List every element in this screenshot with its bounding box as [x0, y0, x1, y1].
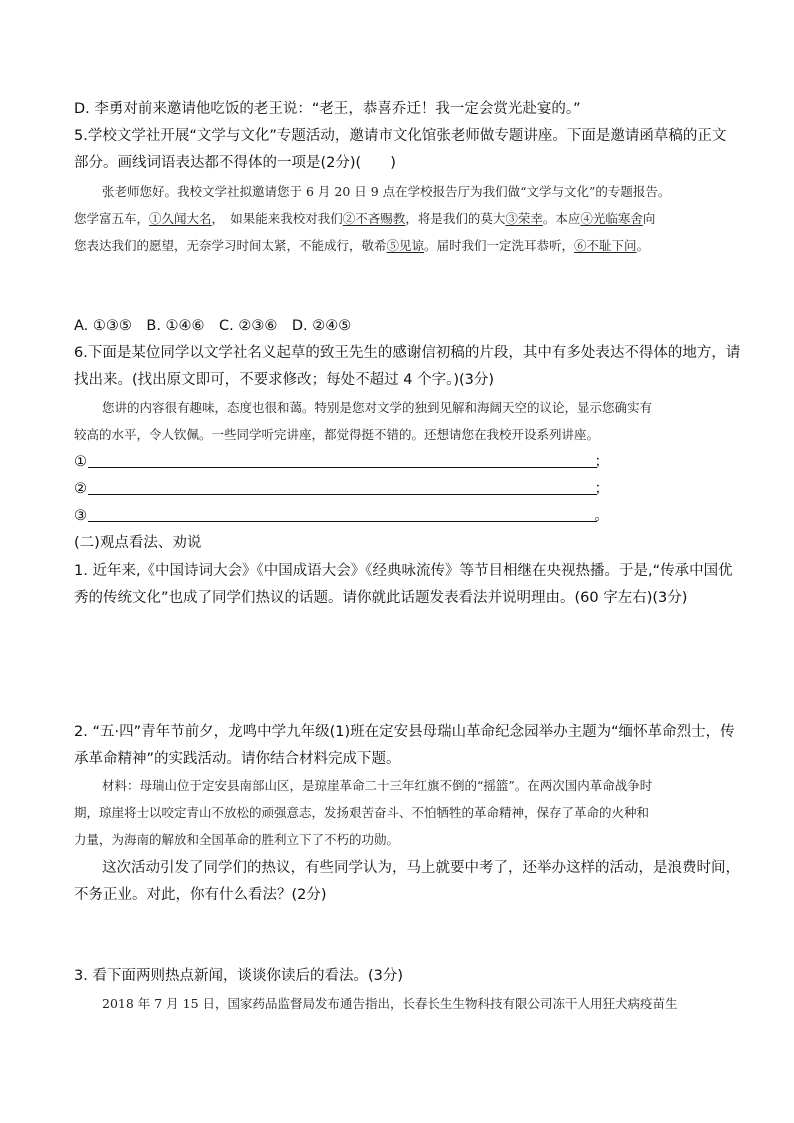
q5-letter-text: 。届时我们一定洗耳恭听，: [424, 238, 575, 253]
q5-stem-line1: 5.学校文学社开展“文学与文化”专题活动，邀请市文化馆张老师做专题讲座。下面是邀请函草稿的正文: [74, 128, 727, 144]
q5-letter-text: 您表达我们的愿望，无奈学习时间太紧，不能成行，敬希: [74, 238, 387, 253]
q6-letter-line2: 较高的水平，令人钦佩。一些同学听完讲座，都觉得挺不错的。还想请您在我校开设系列讲座。: [74, 427, 600, 442]
q6-stem-line2: 找出来。(找出原文即可，不要求修改；每处不超过 4 个字。)(3分): [74, 372, 495, 388]
s2-q2-text-line2: 不务正业。对此，你有什么看法？(2分): [74, 887, 327, 903]
q5-underlined-phrase-5: ⑤见谅: [386, 238, 425, 253]
s2-material-line2: 期，琼崖将士以咬定青山不放松的顽强意志，发扬艰苦奋斗、不怕牺牲的革命精神，保存了革命的火种和: [74, 805, 650, 820]
q4-option-d: D. 李勇对前来邀请他吃饭的老王说：“老王，恭喜乔迁！我一定会赏光赴宴的。”: [74, 101, 581, 117]
s2-news-line1: 2018 年 7 月 15 日，国家药品监督局发布通告指出，长春长生生物科技有限公司冻干人用狂犬病疫苗生: [102, 996, 678, 1011]
q6-stem-line1: 6.下面是某位同学以文学社名义起草的致王先生的感谢信初稿的片段，其中有多处表达不得体的地方，请: [74, 345, 741, 361]
q5-options: A. ①③⑤ B. ①④⑥ C. ②③⑥ D. ②④⑤: [74, 318, 352, 334]
answer-row-2: [74, 479, 609, 499]
q5-underlined-phrase-4: ④光临寒舍: [580, 211, 643, 226]
s2-material-line1: 材料：母瑞山位于定安县南部山区，是琼崖革命二十三年红旗不倒的“摇篮”。在两次国内革命战争时: [102, 778, 653, 793]
q5-letter-text: 。本应: [542, 211, 581, 226]
answer-blank-line[interactable]: [88, 467, 597, 468]
q5-underlined-phrase-1: ①久闻大名: [149, 211, 212, 226]
q5-letter-line2: [74, 210, 655, 228]
answer-blank-line[interactable]: [88, 521, 597, 522]
s2-q3-line1: 3. 看下面两则热点新闻，谈谈你读后的看法。(3分): [74, 968, 403, 984]
answer-end-mark: ；: [594, 481, 609, 497]
q6-letter-line1: 您讲的内容很有趣味，态度也很和蔼。特别是您对文学的独到见解和海阔天空的议论，显示您确实有: [102, 400, 653, 415]
q5-letter-line3: [74, 237, 649, 255]
answer-number: ③: [74, 508, 87, 524]
q5-underlined-phrase-3: ③荣幸: [505, 211, 543, 226]
q5-letter-text: ，将是我们的莫大: [405, 211, 506, 226]
answer-row-3: [74, 506, 609, 526]
answer-number: ②: [74, 481, 87, 497]
s2-q1-line1: 1. 近年来,《中国诗词大会》《中国成语大会》《经典咏流传》等节目相继在央视热播。于是,“传承中国优: [74, 563, 733, 579]
answer-end-mark: ；: [594, 454, 609, 470]
q5-stem-line2: 部分。画线词语表达都不得体的一项是(2分)( ): [74, 155, 396, 171]
s2-q1-line2: 秀的传统文化”也成了同学们热议的话题。请你就此话题发表看法并说明理由。(60 字左右)(3分): [74, 590, 688, 606]
q5-letter-text: 向: [642, 211, 656, 226]
q5-letter-text: ， 如果能来我校对我们: [211, 211, 343, 226]
answer-end-mark: 。: [594, 508, 609, 524]
q5-letter-text: 。: [636, 238, 650, 253]
q5-letter-text: 您学富五车，: [74, 211, 150, 226]
s2-material-line3: 力量，为海南的解放和全国革命的胜利立下了不朽的功勋。: [74, 832, 400, 847]
answer-row-1: [74, 452, 609, 472]
answer-blank-line[interactable]: [88, 494, 597, 495]
q5-letter-line1: 张老师您好。我校文学社拟邀请您于 6 月 20 日 9 点在学校报告厅为我们做“文学与文化”的专题报告。: [102, 184, 671, 199]
answer-number: ①: [74, 454, 87, 470]
s2-q2-text-line1: 这次活动引发了同学们的热议，有些同学认为，马上就要中考了，还举办这样的活动，是浪费时间，: [102, 860, 740, 876]
section2-heading: (二)观点看法、劝说: [74, 535, 202, 551]
s2-q2-line1: 2. “五·四”青年节前夕，龙鸣中学九年级(1)班在定安县母瑞山革命纪念园举办主题为“缅怀革命烈士，传: [74, 724, 735, 740]
s2-q2-line2: 承革命精神”的实践活动。请你结合材料完成下题。: [74, 751, 401, 767]
q5-underlined-phrase-6: ⑥不耻下问: [574, 238, 637, 253]
q5-underlined-phrase-2: ②不吝赐教: [342, 211, 406, 226]
